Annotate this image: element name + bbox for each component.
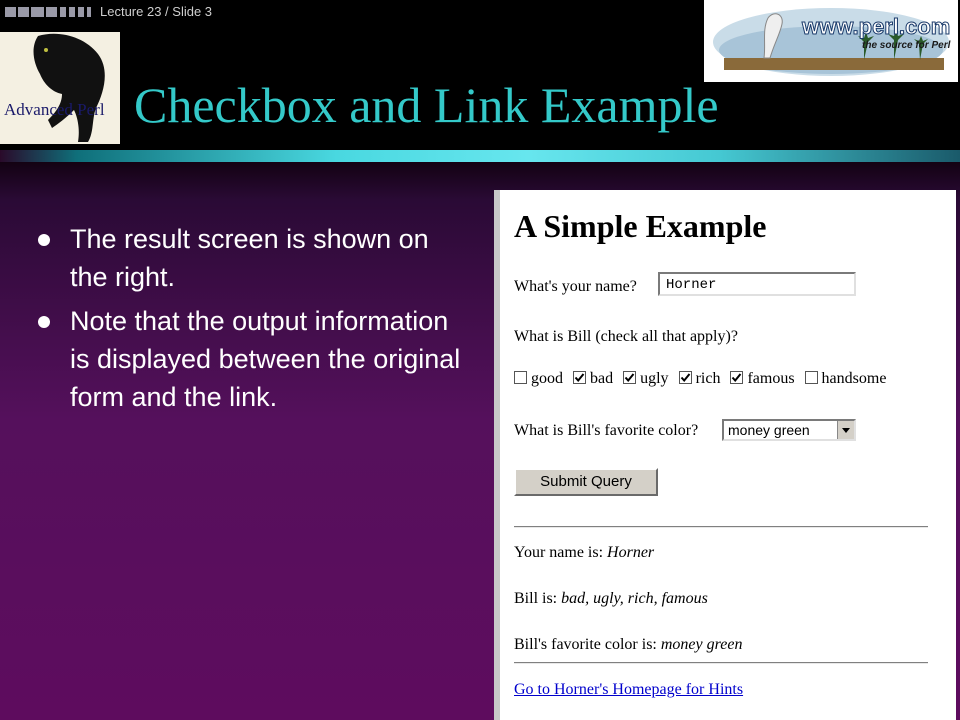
output-color — [514, 636, 742, 654]
checkbox-label: bad — [590, 370, 614, 387]
name-prompt: What's your name? — [514, 278, 637, 295]
checkbox-label: handsome — [821, 370, 887, 387]
output-color-value: money green — [660, 636, 743, 653]
color-select[interactable] — [722, 419, 856, 441]
checkbox-label: famous — [747, 370, 795, 387]
bullet-text: The result screen is shown on the right. — [70, 224, 429, 292]
panther-illustration — [0, 32, 120, 144]
submit-button[interactable]: Submit Query — [514, 468, 658, 496]
homepage-link[interactable]: Go to Horner's Homepage for Hints — [514, 681, 744, 698]
output-bill-label: Bill is: — [514, 590, 558, 607]
svg-text:www.perl.com: www.perl.com — [802, 14, 951, 39]
perl-logo-art — [704, 0, 958, 82]
checkbox-ugly[interactable] — [623, 371, 636, 384]
svg-text:the source for Perl: the source for Perl — [862, 40, 951, 51]
output-name-label: Your name is: — [514, 544, 604, 561]
checkbox-label: rich — [695, 370, 721, 387]
title-rule — [0, 150, 960, 162]
bullet-item — [36, 220, 466, 296]
bullet-icon — [38, 316, 50, 328]
panel-title: A Simple Example — [514, 208, 767, 244]
course-logo-label: Advanced Perl — [4, 100, 105, 119]
output-name-value: Horner — [607, 544, 655, 561]
output-name — [514, 544, 654, 562]
checkbox-rich[interactable] — [679, 371, 692, 384]
course-logo — [0, 32, 120, 144]
bullet-item — [36, 302, 466, 416]
checkbox-label: good — [531, 370, 563, 387]
checkbox-good[interactable] — [514, 371, 527, 384]
checkbox-bad[interactable] — [573, 371, 586, 384]
color-select-value: money green — [728, 422, 810, 438]
result-screenshot — [494, 190, 956, 720]
slide-title: Checkbox and Link Example — [134, 77, 719, 133]
perl-logo — [704, 0, 958, 82]
checkbox-label: ugly — [640, 370, 669, 387]
name-field[interactable]: Horner — [658, 272, 856, 296]
comp-logo — [4, 6, 92, 18]
bullet-list — [36, 220, 466, 422]
output-bill — [514, 590, 708, 608]
checkbox-famous[interactable] — [730, 371, 743, 384]
bullet-icon — [38, 234, 50, 246]
checkbox-handsome[interactable] — [805, 371, 818, 384]
divider — [514, 526, 928, 528]
chevron-down-icon[interactable] — [837, 421, 854, 439]
output-color-label: Bill's favorite color is: — [514, 636, 657, 653]
bill-prompt: What is Bill (check all that apply)? — [514, 328, 738, 345]
color-prompt: What is Bill's favorite color? — [514, 422, 699, 439]
lecture-label: Lecture 23 / Slide 3 — [100, 4, 213, 19]
output-bill-value: bad, ugly, rich, famous — [561, 590, 708, 607]
bullet-text: Note that the output information is displayed between the original form and the link. — [70, 306, 461, 412]
checkbox-group — [514, 370, 892, 388]
divider — [514, 662, 928, 664]
